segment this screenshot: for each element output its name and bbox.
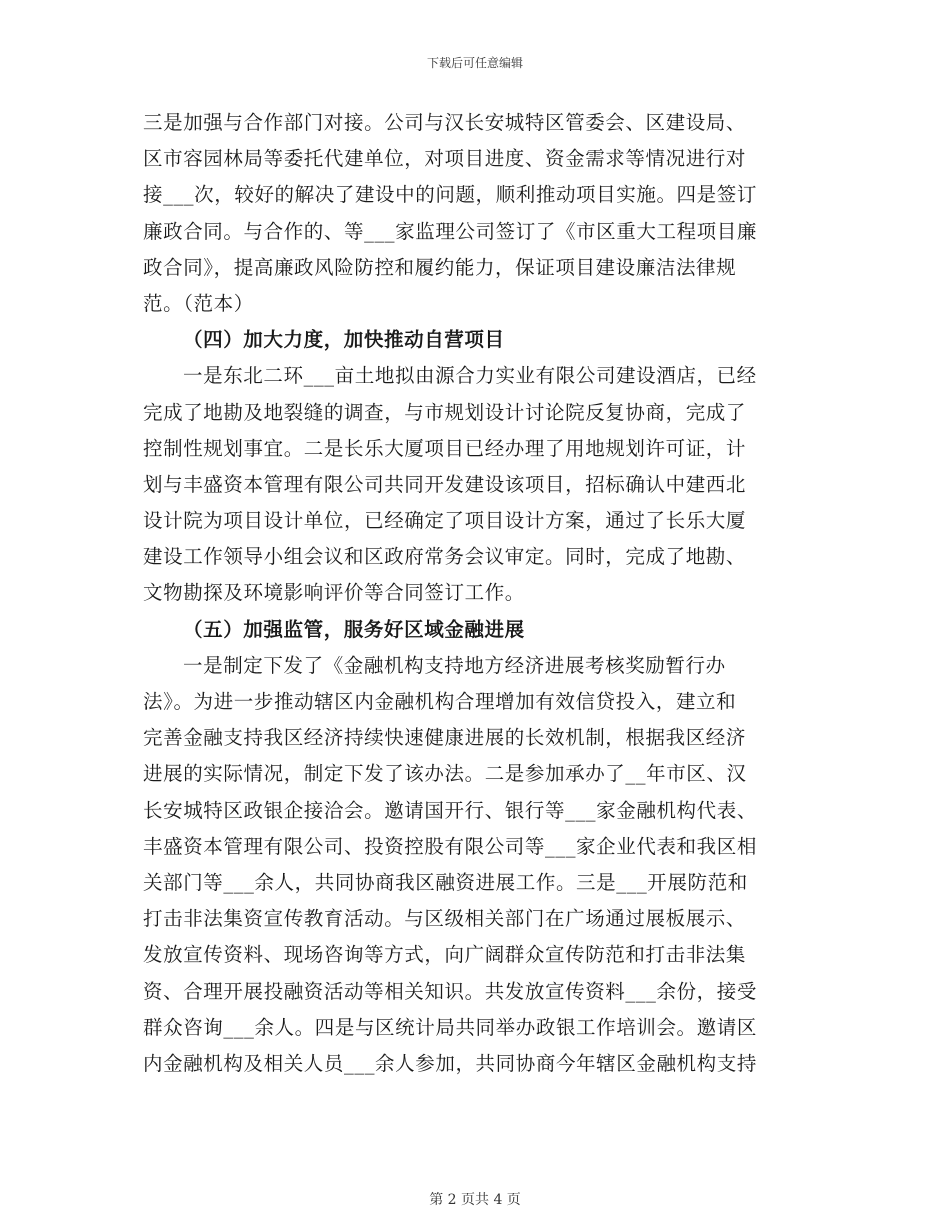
paragraph-line: 划与丰盛资本管理有限公司共同开发建设该项目，招标确认中建西北	[143, 472, 747, 496]
paragraph-line: 资、合理开展投融资活动等相关知识。共发放宣传资料___余份，接受	[143, 979, 757, 1003]
paragraph-line: 长安城特区政银企接洽会。邀请国开行、银行等___家金融机构代表、	[143, 798, 757, 822]
paragraph-line: 一是制定下发了《金融机构支持地方经济进展考核奖励暂行办	[183, 653, 726, 677]
section-heading-5: （五）加强监管，服务好区域金融进展	[183, 617, 525, 641]
paragraph-line: 发放宣传资料、现场咨询等方式，向广阔群众宣传防范和打击非法集	[143, 943, 747, 967]
paragraph-line: 法》。为进一步推动辖区内金融机构合理增加有效信贷投入，建立和	[143, 690, 737, 713]
paragraph-line: 完善金融支持我区经济持续快速健康进展的长效机制，根据我区经济	[143, 726, 747, 750]
paragraph-line: 群众咨询___余人。四是与区统计局共同举办政银工作培训会。邀请区	[143, 1015, 757, 1039]
paragraph-line: 完成了地勘及地裂缝的调查，与市规划设计讨论院反复协商，完成了	[143, 400, 747, 424]
paragraph-line: 政合同》，提高廉政风险防控和履约能力，保证项目建设廉洁法律规	[143, 255, 737, 279]
section-heading-4: （四）加大力度，加快推动自营项目	[183, 328, 505, 352]
paragraph-line: 区市容园林局等委托代建单位，对项目进度、资金需求等情况进行对	[143, 147, 747, 171]
paragraph-line: 建设工作领导小组会议和区政府常务会议审定。同时，完成了地勘、	[143, 545, 747, 569]
paragraph-line: 三是加强与合作部门对接。公司与汉长安城特区管委会、区建设局、	[143, 111, 747, 134]
paragraph-line: 丰盛资本管理有限公司、投资控股有限公司等___家企业代表和我区相	[143, 834, 757, 858]
paragraph-line: 打击非法集资宣传教育活动。与区级相关部门在广场通过展板展示、	[143, 907, 747, 931]
paragraph-line: 范。（范本）	[143, 291, 254, 315]
paragraph-line: 廉政合同。与合作的、等___家监理公司签订了《市区重大工程项目廉	[143, 219, 757, 243]
paragraph-line: 文物勘探及环境影响评价等合同签订工作。	[143, 581, 525, 605]
page-header: 下载后可任意编辑	[426, 56, 523, 70]
paragraph-line: 设计院为项目设计单位，已经确定了项目设计方案，通过了长乐大厦	[143, 509, 747, 533]
paragraph-line: 关部门等___余人，共同协商我区融资进展工作。三是___开展防范和	[143, 870, 748, 894]
document-body	[143, 105, 811, 1082]
paragraph-line: 一是东北二环___亩土地拟由源合力实业有限公司建设酒店，已经	[183, 364, 757, 388]
paragraph-line: 内金融机构及相关人员___余人参加，共同协商今年辖区金融机构支持	[143, 1051, 757, 1075]
paragraph-line: 接___次，较好的解决了建设中的问题，顺利推动项目实施。四是签订	[143, 183, 757, 207]
page-footer: 第 2 页共 4 页	[429, 1192, 521, 1208]
paragraph-line: 控制性规划事宜。二是长乐大厦项目已经办理了用地规划许可证，计	[143, 436, 747, 460]
paragraph-line: 进展的实际情况，制定下发了该办法。二是参加承办了__年市区、汉	[143, 762, 747, 786]
